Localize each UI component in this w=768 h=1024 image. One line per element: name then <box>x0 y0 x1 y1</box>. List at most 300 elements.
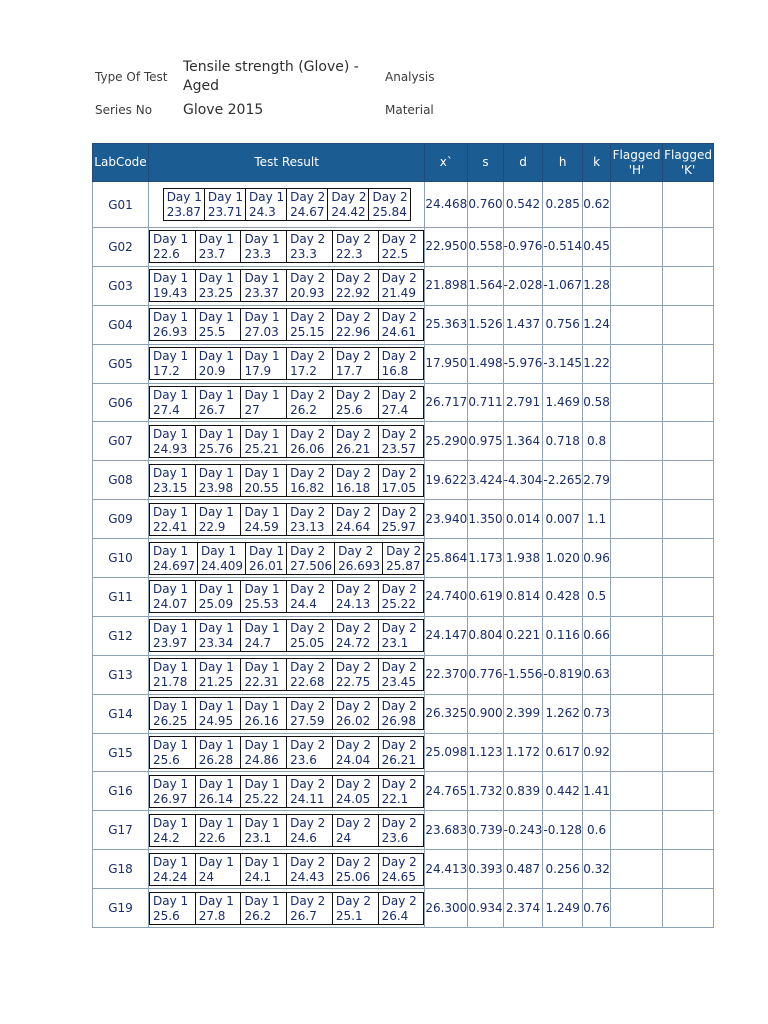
day-value: 26.02 <box>335 714 371 729</box>
day-value: 24.409 <box>201 558 243 573</box>
fh-cell <box>611 182 663 228</box>
k-cell: 0.32 <box>583 850 611 889</box>
labcode-cell: G15 <box>93 733 149 772</box>
day-label: Day 2 <box>335 349 372 364</box>
day-value: 24.13 <box>335 597 371 612</box>
fk-cell <box>663 889 714 928</box>
result-value <box>287 620 333 652</box>
result-value <box>195 231 241 263</box>
day-value: 24 <box>198 869 214 884</box>
test-result-cell <box>149 733 425 772</box>
day-label: Day 1 <box>153 738 189 753</box>
meta-type-label: Type Of Test <box>95 70 168 84</box>
day-label: Day 2 <box>381 621 417 636</box>
fh-cell <box>611 500 663 539</box>
s-cell: 1.173 <box>468 539 503 578</box>
result-value <box>369 189 410 221</box>
table-row <box>93 461 714 500</box>
test-result-cell <box>149 500 425 539</box>
k-cell: 0.96 <box>583 539 611 578</box>
day-label: Day 1 <box>244 621 280 636</box>
x-cell: 26.717 <box>425 383 468 422</box>
table-row <box>93 616 714 655</box>
day-value: 23.98 <box>198 480 234 495</box>
meta-series-value: Glove 2015 <box>183 102 264 118</box>
s-cell: 0.393 <box>468 850 503 889</box>
s-cell: 1.350 <box>468 500 503 539</box>
test-result-grid <box>149 269 424 302</box>
day-value: 25.15 <box>290 325 325 340</box>
result-value <box>287 231 333 263</box>
day-label: Day 2 <box>335 699 372 714</box>
day-label: Day 2 <box>335 426 372 441</box>
result-value <box>287 775 333 807</box>
x-cell: 17.950 <box>425 344 468 383</box>
result-value <box>246 542 287 574</box>
result-value <box>150 737 196 769</box>
table-row <box>93 500 714 539</box>
table-row <box>93 772 714 811</box>
result-value <box>378 231 424 263</box>
meta-series-label: Series No <box>95 103 153 117</box>
result-value <box>241 425 287 457</box>
table-row <box>93 694 714 733</box>
day-value: 24 <box>335 830 352 845</box>
result-value <box>195 581 241 613</box>
day-value: 16.18 <box>335 480 371 495</box>
result-value <box>287 892 333 924</box>
result-value <box>195 309 241 341</box>
test-result-grid <box>149 308 424 341</box>
col-header-labcode: LabCode <box>93 144 149 182</box>
result-value <box>241 348 287 380</box>
test-result-cell <box>149 182 425 228</box>
test-result-grid <box>149 503 424 536</box>
k-cell: 0.73 <box>583 694 611 733</box>
result-value <box>150 231 196 263</box>
results-table <box>92 143 714 928</box>
fh-cell <box>611 694 663 733</box>
result-value <box>195 659 241 691</box>
fh-cell <box>611 461 663 500</box>
fk-cell <box>663 461 714 500</box>
table-row <box>93 578 714 617</box>
day-label: Day 2 <box>290 232 326 247</box>
result-value <box>150 814 196 846</box>
day-label: Day 1 <box>198 621 234 636</box>
day-label: Day 1 <box>244 582 280 597</box>
day-value: 26.14 <box>198 791 234 806</box>
test-result-grid <box>149 736 424 769</box>
d-cell: 0.839 <box>503 772 543 811</box>
result-value <box>378 814 424 846</box>
labcode-cell: G04 <box>93 305 149 344</box>
day-label: Day 2 <box>335 776 372 791</box>
col-header-h: h <box>543 144 583 182</box>
col-header-flagged-h: Flagged 'H' <box>611 144 663 182</box>
day-label: Day 2 <box>290 776 326 791</box>
day-value: 17.2 <box>290 364 317 379</box>
table-row <box>93 344 714 383</box>
d-cell: 1.437 <box>503 305 543 344</box>
x-cell: 25.290 <box>425 422 468 461</box>
day-value: 24.6 <box>290 830 317 845</box>
day-label: Day 1 <box>198 815 234 830</box>
day-label: Day 1 <box>153 504 189 519</box>
fh-cell <box>611 578 663 617</box>
day-label: Day 2 <box>381 232 417 247</box>
result-value <box>241 892 287 924</box>
day-label: Day 2 <box>335 621 372 636</box>
day-label: Day 1 <box>201 543 237 558</box>
table-row <box>93 228 714 267</box>
x-cell: 25.864 <box>425 539 468 578</box>
result-value <box>150 309 196 341</box>
h-cell: 1.020 <box>543 539 583 578</box>
test-result-grid <box>149 347 424 380</box>
day-value: 25.76 <box>198 441 234 456</box>
day-value: 25.06 <box>335 869 371 884</box>
fk-cell <box>663 500 714 539</box>
fk-cell <box>663 422 714 461</box>
h-cell: 0.718 <box>543 422 583 461</box>
day-label: Day 2 <box>381 815 417 830</box>
day-label: Day 1 <box>244 388 280 402</box>
test-result-cell <box>149 811 425 850</box>
day-value: 23.25 <box>198 286 234 301</box>
day-label: Day 1 <box>166 190 202 204</box>
k-cell: 0.58 <box>583 383 611 422</box>
day-label: Day 2 <box>290 426 326 441</box>
s-cell: 0.975 <box>468 422 503 461</box>
day-label: Day 2 <box>290 582 326 597</box>
day-value: 17.2 <box>153 364 180 379</box>
h-cell: 0.007 <box>543 500 583 539</box>
result-value <box>332 309 378 341</box>
fk-cell <box>663 694 714 733</box>
result-value <box>150 659 196 691</box>
result-value <box>287 698 333 730</box>
col-header-d: d <box>503 144 543 182</box>
day-label: Day 1 <box>153 388 189 402</box>
s-cell: 0.619 <box>468 578 503 617</box>
day-value: 24.42 <box>331 205 366 219</box>
fk-cell <box>663 344 714 383</box>
result-value <box>195 270 241 302</box>
result-value <box>378 892 424 924</box>
result-value <box>332 387 378 419</box>
table-row <box>93 266 714 305</box>
fh-cell <box>611 539 663 578</box>
test-result-grid <box>149 814 424 847</box>
day-label: Day 1 <box>153 232 189 247</box>
x-cell: 22.370 <box>425 655 468 694</box>
test-result-cell <box>149 228 425 267</box>
day-value: 23.15 <box>153 480 188 495</box>
result-value <box>332 231 378 263</box>
h-cell: 0.256 <box>543 850 583 889</box>
result-value <box>332 620 378 652</box>
fh-cell <box>611 305 663 344</box>
h-cell: -3.145 <box>543 344 583 383</box>
labcode-cell: G11 <box>93 578 149 617</box>
result-value <box>378 737 424 769</box>
x-cell: 25.098 <box>425 733 468 772</box>
labcode-cell: G08 <box>93 461 149 500</box>
result-value <box>332 698 378 730</box>
day-label: Day 1 <box>244 310 280 325</box>
day-label: Day 2 <box>335 310 372 325</box>
day-label: Day 2 <box>335 815 372 830</box>
result-value <box>378 503 424 535</box>
result-value <box>195 425 241 457</box>
day-label: Day 2 <box>381 426 417 441</box>
result-value <box>378 659 424 691</box>
day-value: 22.3 <box>335 247 363 262</box>
labcode-cell: G12 <box>93 616 149 655</box>
result-value <box>241 503 287 535</box>
test-result-cell <box>149 461 425 500</box>
day-label: Day 2 <box>381 504 417 519</box>
day-label: Day 2 <box>381 738 417 753</box>
day-label: Day 1 <box>244 815 280 830</box>
result-value <box>287 464 333 496</box>
result-value <box>287 503 333 535</box>
s-cell: 0.776 <box>468 655 503 694</box>
result-value <box>287 814 333 846</box>
day-label: Day 1 <box>244 349 280 364</box>
fh-cell <box>611 266 663 305</box>
day-label: Day 2 <box>331 190 367 204</box>
fk-cell <box>663 616 714 655</box>
day-value: 23.57 <box>381 441 416 456</box>
k-cell: 2.79 <box>583 461 611 500</box>
result-value <box>332 892 378 924</box>
day-value: 26.97 <box>153 791 188 806</box>
day-label: Day 1 <box>153 893 189 908</box>
day-label: Day 2 <box>290 815 326 830</box>
fh-cell <box>611 655 663 694</box>
fh-cell <box>611 889 663 928</box>
day-label: Day 1 <box>244 854 280 869</box>
result-value <box>195 698 241 730</box>
result-value <box>378 425 424 457</box>
result-value <box>287 737 333 769</box>
result-value <box>332 348 378 380</box>
x-cell: 26.300 <box>425 889 468 928</box>
result-value <box>198 542 246 574</box>
result-value <box>195 892 241 924</box>
day-label: Day 2 <box>290 349 326 364</box>
day-label: Day 1 <box>153 699 189 714</box>
day-value: 26.7 <box>290 908 317 923</box>
day-value: 22.96 <box>335 325 371 340</box>
fk-cell <box>663 811 714 850</box>
k-cell: 0.66 <box>583 616 611 655</box>
day-value: 23.6 <box>290 753 317 768</box>
d-cell: -2.028 <box>503 266 543 305</box>
day-label: Day 2 <box>290 543 326 558</box>
day-label: Day 2 <box>381 582 417 597</box>
day-label: Day 2 <box>290 621 326 636</box>
col-header-s: s <box>468 144 503 182</box>
result-value <box>150 698 196 730</box>
result-value <box>332 775 378 807</box>
day-value: 23.37 <box>244 286 279 301</box>
day-value: 26.21 <box>335 441 371 456</box>
day-value: 19.43 <box>153 286 188 301</box>
result-value <box>332 464 378 496</box>
result-value <box>150 775 196 807</box>
result-value <box>241 659 287 691</box>
day-label: Day 2 <box>290 854 326 869</box>
h-cell: -0.514 <box>543 228 583 267</box>
table-row <box>93 889 714 928</box>
k-cell: 0.92 <box>583 733 611 772</box>
day-value: 22.68 <box>290 675 325 690</box>
k-cell: 1.28 <box>583 266 611 305</box>
day-value: 26.2 <box>244 908 272 923</box>
fh-cell <box>611 772 663 811</box>
day-value: 23.97 <box>153 636 188 651</box>
d-cell: 1.364 <box>503 422 543 461</box>
day-label: Day 1 <box>198 232 234 247</box>
result-value <box>332 659 378 691</box>
table-row <box>93 383 714 422</box>
labcode-cell: G02 <box>93 228 149 267</box>
result-value <box>195 853 241 885</box>
fh-cell <box>611 850 663 889</box>
test-result-grid <box>149 230 424 263</box>
test-result-cell <box>149 694 425 733</box>
s-cell: 0.711 <box>468 383 503 422</box>
result-value <box>287 348 333 380</box>
result-value <box>328 189 369 221</box>
result-value <box>195 620 241 652</box>
day-label: Day 1 <box>244 776 280 791</box>
result-value <box>241 270 287 302</box>
day-value: 26.93 <box>153 325 188 340</box>
day-label: Day 2 <box>290 893 326 908</box>
day-label: Day 1 <box>153 621 189 636</box>
result-value <box>332 853 378 885</box>
day-label: Day 1 <box>198 349 234 364</box>
labcode-cell: G05 <box>93 344 149 383</box>
x-cell: 22.950 <box>425 228 468 267</box>
day-value: 24.697 <box>153 558 195 573</box>
day-label: Day 2 <box>381 893 417 908</box>
day-value: 24.86 <box>244 753 279 768</box>
test-result-grid <box>149 580 424 613</box>
day-value: 21.25 <box>198 675 234 690</box>
labcode-cell: G18 <box>93 850 149 889</box>
s-cell: 0.739 <box>468 811 503 850</box>
result-value <box>150 542 198 574</box>
d-cell: 1.172 <box>503 733 543 772</box>
day-label: Day 2 <box>381 465 417 480</box>
result-value <box>383 542 424 574</box>
x-cell: 24.765 <box>425 772 468 811</box>
h-cell: -2.265 <box>543 461 583 500</box>
day-value: 24.2 <box>153 830 180 845</box>
day-value: 24.43 <box>290 869 325 884</box>
day-value: 25.97 <box>381 519 416 534</box>
test-result-grid <box>149 775 424 808</box>
test-result-cell <box>149 344 425 383</box>
table-row <box>93 850 714 889</box>
day-value: 26.01 <box>249 558 284 573</box>
day-label: Day 1 <box>153 854 189 869</box>
s-cell: 1.732 <box>468 772 503 811</box>
day-value: 22.6 <box>198 830 226 845</box>
day-value: 26.4 <box>381 908 409 923</box>
day-value: 26.16 <box>244 714 279 729</box>
result-value <box>287 270 333 302</box>
result-value <box>195 387 241 419</box>
day-value: 22.75 <box>335 675 371 690</box>
result-value <box>287 387 333 419</box>
day-label: Day 1 <box>198 310 234 325</box>
day-label: Day 2 <box>335 738 372 753</box>
h-cell: 0.617 <box>543 733 583 772</box>
day-value: 23.45 <box>381 675 416 690</box>
meta-type-value: Tensile strength (Glove) - Aged <box>183 59 359 94</box>
table-row <box>93 305 714 344</box>
day-label: Day 1 <box>198 893 234 908</box>
day-label: Day 1 <box>153 815 189 830</box>
fk-cell <box>663 182 714 228</box>
day-value: 25.09 <box>198 597 234 612</box>
day-value: 24.59 <box>244 519 279 534</box>
day-value: 25.6 <box>153 753 180 768</box>
test-result-cell <box>149 305 425 344</box>
x-cell: 21.898 <box>425 266 468 305</box>
result-value <box>241 581 287 613</box>
day-label: Day 2 <box>290 190 326 204</box>
day-label: Day 2 <box>335 504 372 519</box>
day-value: 20.55 <box>244 480 279 495</box>
result-value <box>241 698 287 730</box>
result-value <box>332 814 378 846</box>
test-result-cell <box>149 850 425 889</box>
h-cell: 0.442 <box>543 772 583 811</box>
test-result-grid <box>163 188 411 221</box>
day-label: Day 2 <box>386 543 422 558</box>
labcode-cell: G06 <box>93 383 149 422</box>
result-value <box>150 387 196 419</box>
day-value: 26.2 <box>290 403 317 417</box>
day-label: Day 1 <box>244 893 280 908</box>
day-value: 27.4 <box>381 403 409 417</box>
d-cell: -0.243 <box>503 811 543 850</box>
day-value: 26.21 <box>381 753 416 768</box>
day-value: 22.5 <box>381 247 409 262</box>
day-label: Day 2 <box>290 504 326 519</box>
result-value <box>195 737 241 769</box>
day-value: 21.49 <box>381 286 416 301</box>
result-value <box>195 503 241 535</box>
day-value: 20.9 <box>198 364 226 379</box>
day-label: Day 2 <box>290 465 326 480</box>
result-value <box>241 737 287 769</box>
result-value <box>195 775 241 807</box>
day-value: 21.78 <box>153 675 188 690</box>
day-value: 25.1 <box>335 908 363 923</box>
labcode-cell: G07 <box>93 422 149 461</box>
day-value: 23.3 <box>244 247 272 262</box>
test-result-grid <box>149 425 424 458</box>
result-value <box>150 464 196 496</box>
